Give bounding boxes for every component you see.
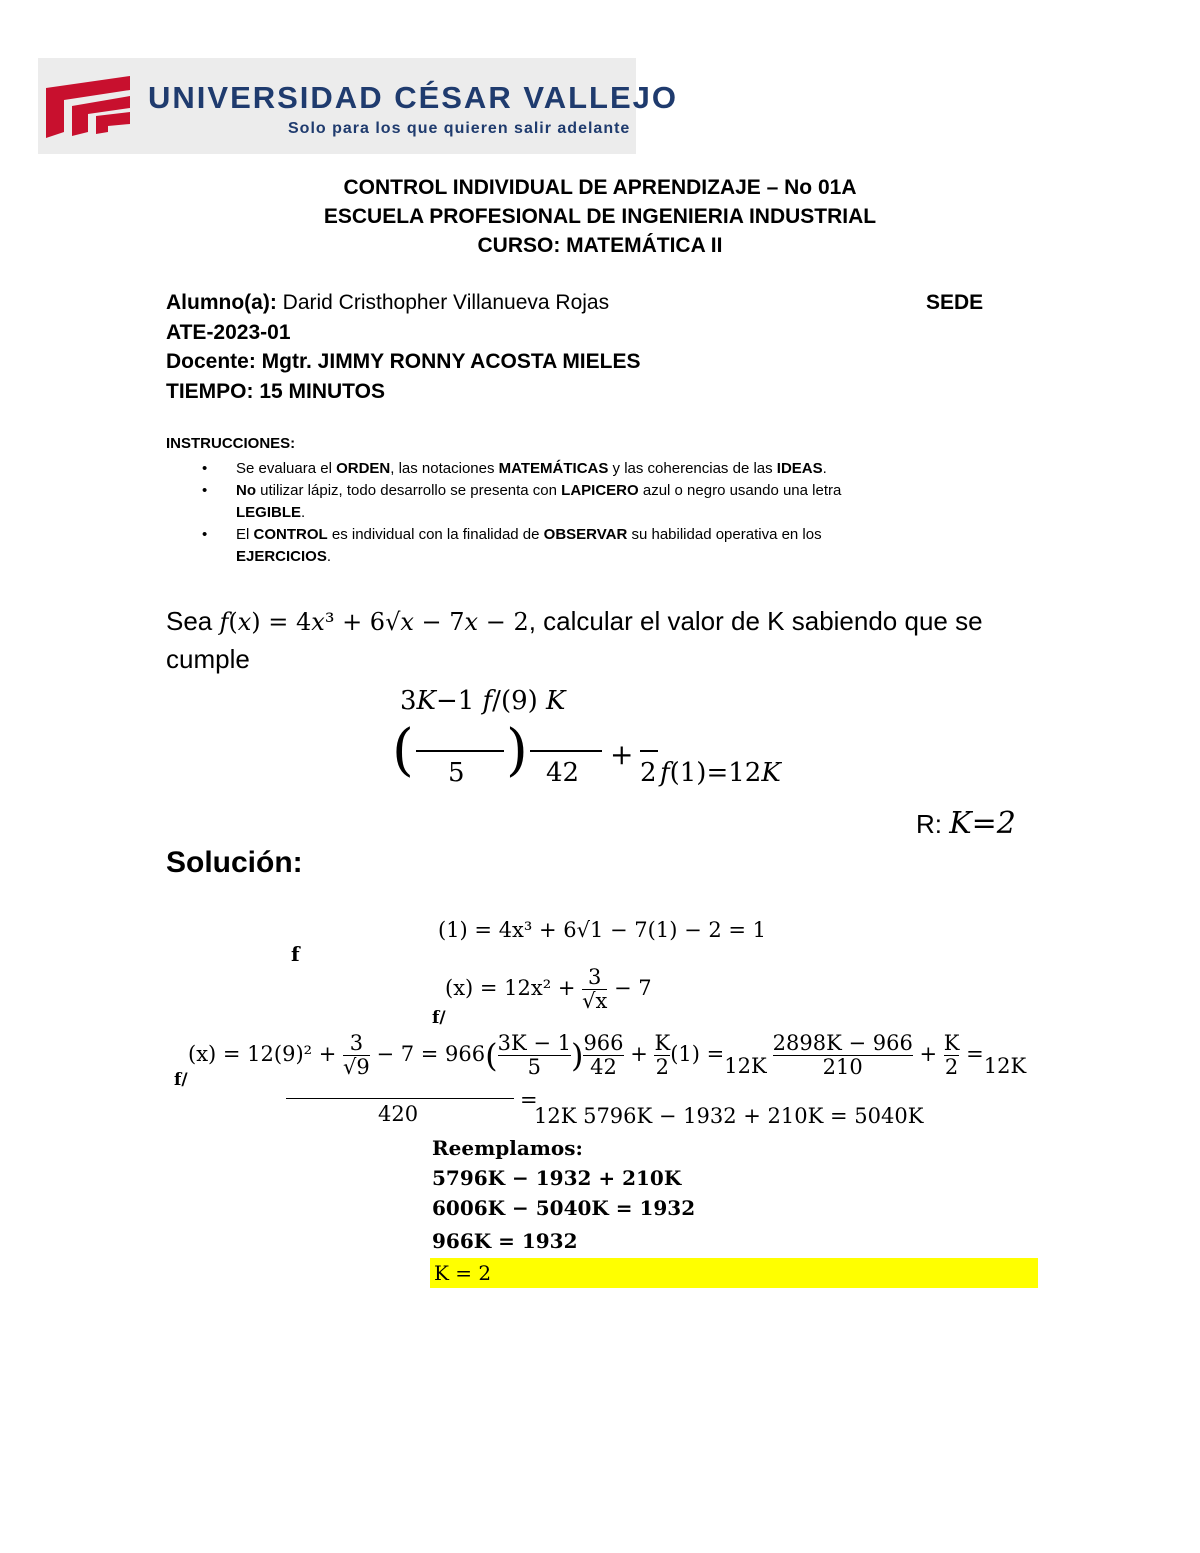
student-label: Alumno(a):	[166, 291, 277, 314]
header-title-3: CURSO: MATEMÁTICA II	[477, 234, 723, 257]
problem-line-2: cumple	[166, 644, 250, 674]
equation-rparen: )	[506, 718, 528, 783]
solution-line-2: (x) = 12x² + $\frac{3}{√x}$ − 7	[445, 965, 652, 1014]
student-name: Darid Cristhopher Villanueva Rojas	[276, 291, 610, 314]
equation-bar-1	[416, 750, 504, 752]
sede-label: SEDE	[926, 291, 984, 314]
solution-line-1: (1) = 4x³ + 6√1 − 7(1) − 2 = 1	[438, 918, 767, 942]
instruction-bullet-3: •	[202, 526, 208, 543]
solution-final: K = 2	[434, 1261, 492, 1285]
instruction-item-3-cont: EJERCICIOS.	[236, 548, 332, 565]
logo-tagline: Solo para los que quieren salir adelante	[288, 120, 631, 137]
ate-code: ATE-2023-01	[166, 321, 291, 344]
solution-final-highlight	[430, 1258, 1038, 1288]
solution-fprime-label: f/	[432, 1008, 446, 1028]
solution-line-4: 12K 5796K − 1932 + 210K = 5040K	[534, 1104, 924, 1128]
equation-plus: +	[610, 738, 634, 771]
solution-step-1: 5796K − 1932 + 210K	[432, 1166, 682, 1190]
equation-lparen: (	[392, 718, 414, 783]
header-title-2: ESCUELA PROFESIONAL DE INGENIERIA INDUSTRIAL	[323, 205, 877, 228]
equation-tail: 𝑓(1)=12𝐾	[660, 758, 781, 788]
student-line	[166, 291, 609, 315]
solution-title: Solución:	[166, 846, 303, 879]
docente-line: Docente: Mgtr. JIMMY RONNY ACOSTA MIELES	[166, 350, 641, 373]
instruction-item-1: Se evaluara el ORDEN, las notaciones MATEMÁTICAS y las coherencias de las IDEAS.	[236, 460, 827, 477]
problem-function: 𝑓(𝑥) = 4𝑥³ + 6√𝑥 − 7𝑥 − 2	[219, 608, 529, 636]
solution-line-3: (x) = 12(9)² + $\frac{3}{√9}$ − 7 = 966( $\frac{3K - 1}{5}$ ) $\frac{966}{42}$ + $\frac{K}{2}$ (1) =12K $\frac{2898K - 966}{210}$ + $\frac{K}{2}$ =12K	[188, 1031, 1027, 1080]
header-title-1: CONTROL INDIVIDUAL DE APRENDIZAJE – No 01A	[343, 176, 857, 199]
equation-bar-3	[640, 750, 658, 752]
instruction-item-2-cont: LEGIBLE.	[236, 504, 306, 521]
solution-denom-420: 420	[378, 1102, 419, 1126]
logo-emblem-icon	[44, 74, 144, 144]
instructions-title: INSTRUCCIONES:	[166, 435, 296, 452]
instruction-bullet-1: •	[202, 460, 208, 477]
solution-step-2: 6006K − 5040K = 1932	[432, 1196, 696, 1220]
solution-eq-after-420: =	[520, 1088, 538, 1112]
instruction-item-2: No utilizar lápiz, todo desarrollo se presenta con LAPICERO azul o negro usando una letra	[236, 482, 842, 499]
equation-top: 3𝐾−1 𝑓/(9) 𝐾	[400, 686, 566, 716]
logo-university-name: UNIVERSIDAD CÉSAR VALLEJO	[148, 80, 678, 115]
problem-line-1: Sea 𝑓(𝑥) = 4𝑥³ + 6√𝑥 − 7𝑥 − 2, calcular el valor de K sabiendo que se	[166, 606, 983, 636]
solution-reemplamos: Reemplamos:	[432, 1136, 583, 1160]
solution-step-3: 966K = 1932	[432, 1229, 578, 1253]
instruction-item-3: El CONTROL es individual con la finalidad de OBSERVAR su habilidad operativa en los	[236, 526, 822, 543]
equation-den-42: 42	[546, 758, 580, 788]
equation-den-5: 5	[448, 758, 465, 788]
answer	[916, 806, 1016, 841]
university-logo	[38, 58, 678, 154]
answer-label: R:	[916, 809, 950, 839]
solution-fprime-label-2: f/	[174, 1070, 188, 1090]
solution-f-label: f	[291, 942, 300, 966]
tiempo-line: TIEMPO: 15 MINUTOS	[166, 380, 385, 403]
equation-den-2: 2	[640, 758, 657, 788]
solution-bar-420	[286, 1098, 514, 1099]
instruction-bullet-2: •	[202, 482, 208, 499]
equation-bar-2	[530, 750, 602, 752]
answer-value: 𝐾=2	[949, 806, 1016, 841]
